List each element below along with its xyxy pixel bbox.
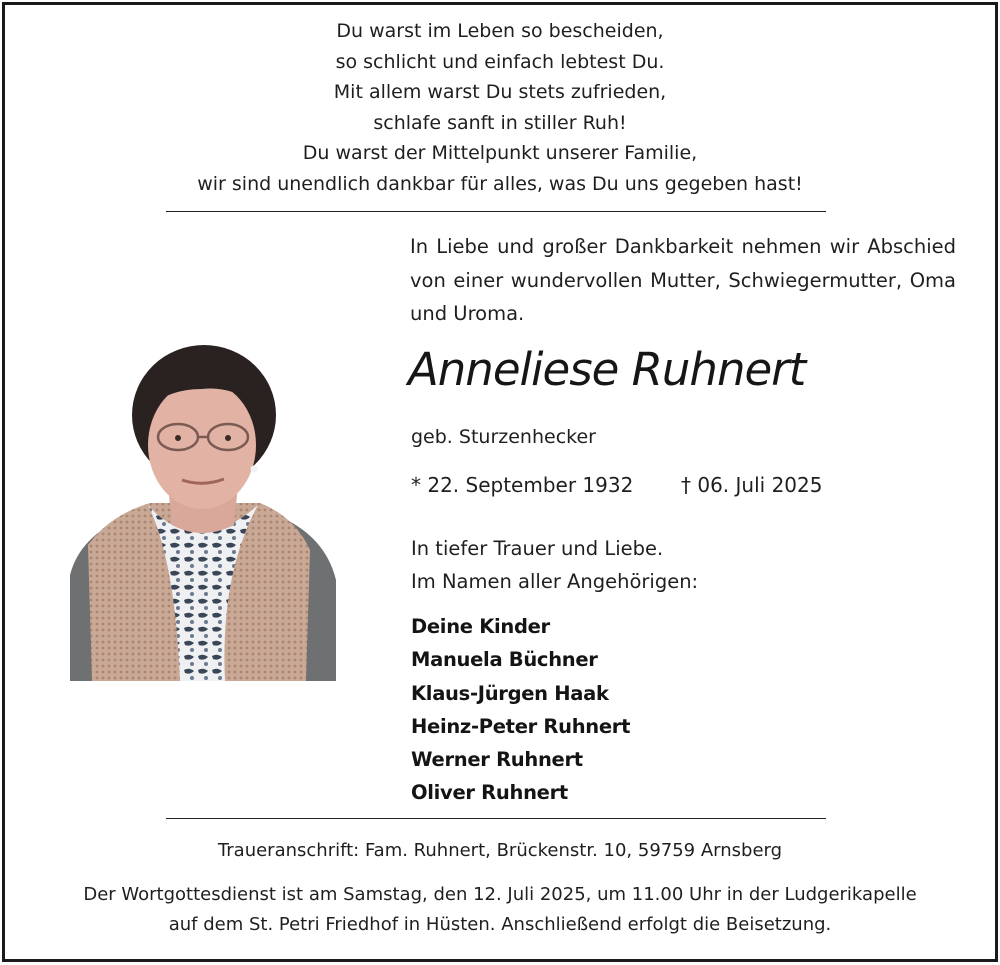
- farewell-intro: In Liebe und großer Dankbarkeit nehmen wir Abschied von einer wundervollen Mutter, Schwiegermutter, Oma und Uroma.: [410, 235, 956, 325]
- portrait-photo: [70, 345, 336, 681]
- deceased-name: Anneliese Ruhnert: [408, 343, 806, 396]
- poem-line: Mit allem warst Du stets zufrieden,: [333, 81, 667, 103]
- mourning-line: Im Namen aller Angehörigen:: [411, 570, 699, 593]
- signer: Werner Ruhnert: [411, 748, 583, 772]
- signer: Heinz-Peter Ruhnert: [411, 714, 631, 738]
- poem-line: schlafe sanft in stiller Ruh!: [373, 111, 627, 134]
- poem: [0, 16, 1000, 199]
- signer: Manuela Büchner: [411, 648, 598, 672]
- poem-line: so schlicht und einfach lebtest Du.: [335, 50, 665, 73]
- service-info: [0, 880, 1000, 940]
- mourning-line: In tiefer Trauer und Liebe.: [411, 537, 664, 560]
- signer: Oliver Ruhnert: [411, 781, 568, 805]
- signers-list: [411, 610, 630, 810]
- signer: Deine Kinder: [411, 615, 550, 638]
- birth-name: geb. Sturzenhecker: [411, 426, 596, 448]
- mourning-address: Traueranschrift: Fam. Ruhnert, Brückenstr. 10, 59759 Arnsberg: [217, 840, 783, 861]
- service-line: auf dem St. Petri Friedhof in Hüsten. Anschließend erfolgt die Beisetzung.: [168, 914, 832, 935]
- poem-line: Du warst im Leben so bescheiden,: [336, 20, 664, 42]
- mourning-text: [411, 532, 698, 598]
- birth-date: * 22. September 1932: [411, 473, 634, 497]
- divider-bottom: [166, 818, 826, 819]
- life-dates: [411, 473, 823, 497]
- death-date: † 06. Juli 2025: [681, 473, 823, 497]
- poem-line: Du warst der Mittelpunkt unserer Familie,: [302, 142, 698, 164]
- divider-top: [166, 211, 826, 212]
- service-line: Der Wortgottesdienst ist am Samstag, den 12. Juli 2025, um 11.00 Uhr in der Ludgerikapelle: [83, 884, 917, 905]
- signer: Klaus-Jürgen Haak: [411, 681, 609, 705]
- poem-line: wir sind unendlich dankbar für alles, was Du uns gegeben hast!: [197, 172, 803, 195]
